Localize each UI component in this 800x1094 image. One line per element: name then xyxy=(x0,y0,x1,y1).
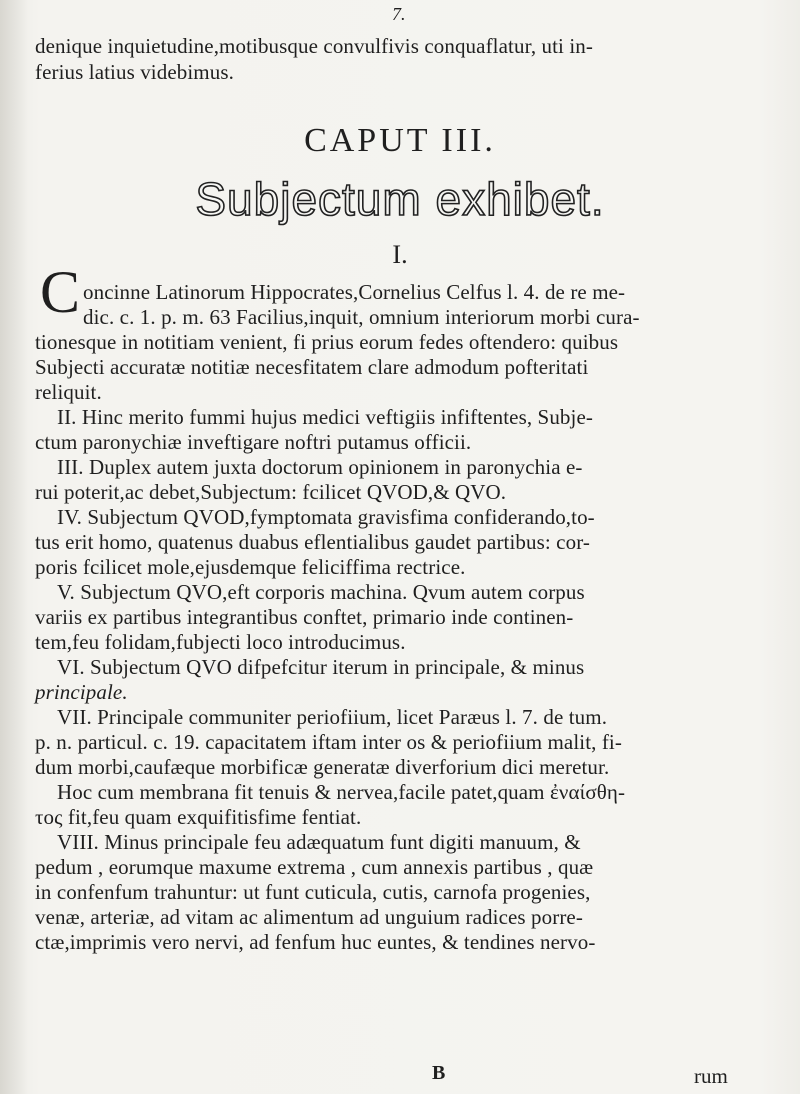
text-line: Hoc cum membrana fit tenuis & nervea,facile patet,quam ἐναίσθη- xyxy=(57,780,626,804)
text-line: ferius latius videbimus. xyxy=(35,60,234,84)
section-numeral: I. xyxy=(392,240,408,269)
text-line: tem,feu folidam,fubjecti loco introducimus. xyxy=(35,630,406,654)
text-line: tus erit homo, quatenus duabus eflentialibus gaudet partibus: cor- xyxy=(35,530,590,554)
chapter-heading: Subjectum exhibet. xyxy=(195,173,605,225)
page-number: 7. xyxy=(392,4,406,24)
text-line: VIII. Minus principale feu adæquatum funt digiti manuum, & xyxy=(57,830,581,854)
text-line: τος fit,feu quam exquifitisfime fentiat. xyxy=(35,805,362,829)
text-line: tionesque in notitiam venient, fi prius eorum fedes oftendero: quibus xyxy=(35,330,619,354)
text-line: venæ, arteriæ, ad vitam ac alimentum ad unguium radices porre- xyxy=(35,905,583,929)
text-line: reliquit. xyxy=(35,380,102,404)
text-line: denique inquietudine,motibusque convulfivis conquaflatur, uti in- xyxy=(35,34,593,58)
text-line: pedum , eorumque maxume extrema , cum annexis partibus , quæ xyxy=(35,855,594,879)
text-line: V. Subjectum QVO,eft corporis machina. Qvum autem corpus xyxy=(57,580,585,604)
catchword: rum xyxy=(694,1064,728,1088)
text-line: II. Hinc merito fummi hujus medici veftigiis infiftentes, Subje- xyxy=(57,405,593,429)
text-line: IV. Subjectum QVOD,fymptomata gravisfima confiderando,to- xyxy=(57,505,595,529)
text-line: in confenfum trahuntur: ut funt cuticula, cutis, carnofa progenies, xyxy=(35,880,591,904)
text-line: Subjecti accuratæ notitiæ necesfitatem clare admodum pofteritati xyxy=(35,355,589,379)
text-line: oncinne Latinorum Hippocrates,Cornelius Celfus l. 4. de re me- xyxy=(83,280,626,304)
text-line: variis ex partibus integrantibus conftet, primario inde continen- xyxy=(35,605,574,629)
text-line: VI. Subjectum QVO difpefcitur iterum in principale, & minus xyxy=(57,655,585,679)
text-line: p. n. particul. c. 19. capacitatem iftam inter os & periofiium malit, fi- xyxy=(35,730,622,754)
text-line: principale. xyxy=(35,680,128,704)
text-line: poris fcilicet mole,ejusdemque feliciffima rectrice. xyxy=(35,555,466,579)
page-gutter-shadow xyxy=(0,0,28,1094)
text-line: ctum paronychiæ inveftigare noftri putamus officii. xyxy=(35,430,472,454)
drop-cap: C xyxy=(40,259,81,325)
text-line: VII. Principale communiter periofiium, licet Paræus l. 7. de tum. xyxy=(57,705,608,729)
text-line: dum morbi,caufæque morbificæ generatæ diverforium dici meretur. xyxy=(35,755,610,779)
text-line: rui poterit,ac debet,Subjectum: fcilicet QVOD,& QVO. xyxy=(35,480,507,504)
text-line: dic. c. 1. p. m. 63 Facilius,inquit, omnium interiorum morbi cura- xyxy=(83,305,640,329)
text-line: ctæ,imprimis vero nervi, ad fenfum huc euntes, & tendines nervo- xyxy=(35,930,596,954)
text-line: III. Duplex autem juxta doctorum opinionem in paronychia e- xyxy=(57,455,583,479)
signature-mark: B xyxy=(432,1062,446,1084)
chapter-title: CAPUT III. xyxy=(304,122,496,159)
